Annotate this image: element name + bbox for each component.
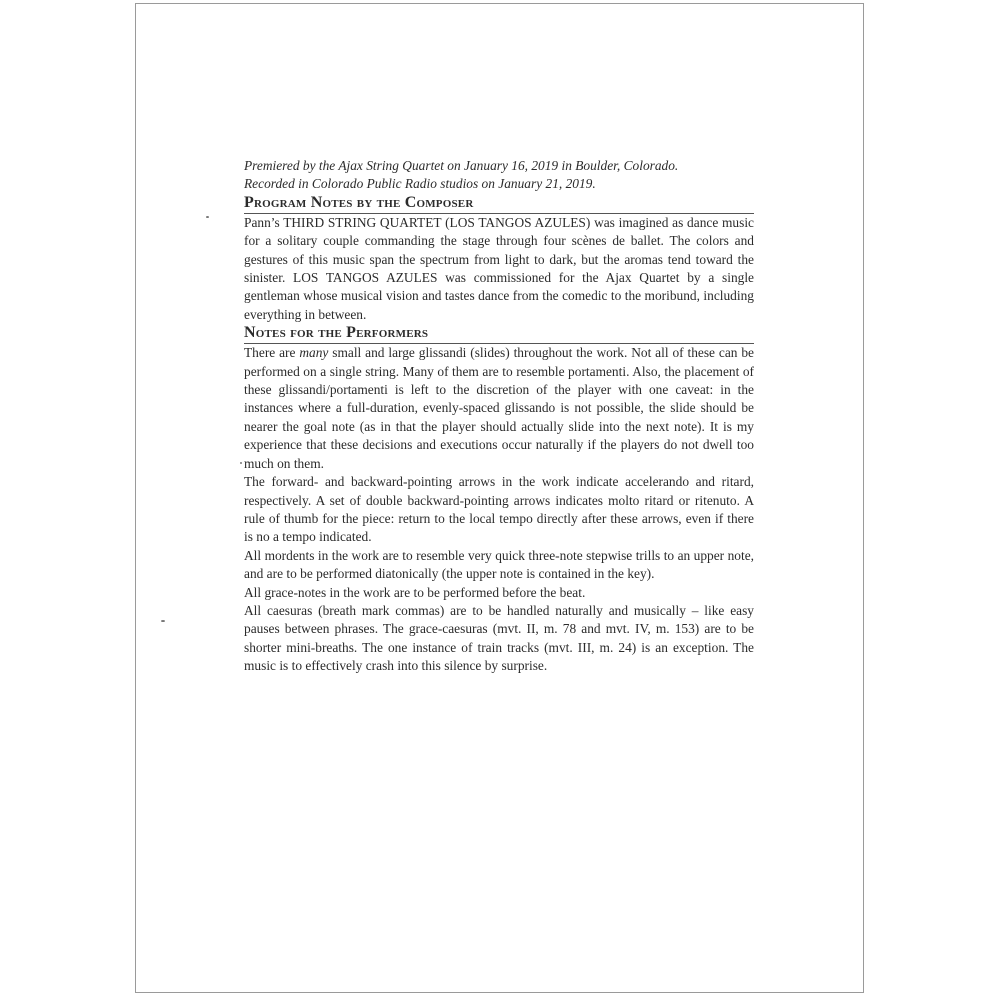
scan-speck <box>161 620 165 622</box>
mordents-paragraph: All mordents in the work are to resemble very quick three-note stepwise trills to an upper note, and are to be performed diatonically (the upper note is contained in the key). <box>244 547 754 582</box>
scan-speck <box>240 462 242 464</box>
emphasis-many: many <box>299 345 329 361</box>
scan-speck <box>206 216 209 218</box>
glissandi-text-rest: small and large glissandi (slides) throughout the work. Not all of these can be performed on a single string. Many of them are to resemble portamenti. Also, the placement of these glissandi/portamenti is left to the discretion of the player with one caveat: in the instances where a full-duration, evenly-spaced glissando is not possible, the slide should be nearer the goal note (as in that the player should actually slide into the next note). It is my experience that these decisions and executions occur naturally if the players do not dwell too much on them. <box>244 345 754 471</box>
document-page <box>135 3 864 993</box>
premiere-line: Premiered by the Ajax String Quartet on January 16, 2019 in Boulder, Colorado. <box>244 158 679 173</box>
program-notes-paragraph: Pann’s THIRD STRING QUARTET (LOS TANGOS AZULES) was imagined as dance music for a solitary couple commanding the stage through four scènes de ballet. The colors and gestures of this music span the spectrum from light to dark, but the aromas tend toward the sinister. LOS TANGOS AZULES was commissioned for the Ajax Quartet by a single gentleman whose musical vision and tastes dance from the comedic to the moribund, including everything in between. <box>244 214 754 322</box>
program-notes-heading: Program Notes by the Composer <box>244 194 754 214</box>
arrows-paragraph: The forward- and backward-pointing arrows in the work indicate accelerando and ritard, respectively. A set of double backward-pointing arrows indicates molto ritard or ritenuto. A rule of thumb for the piece: return to the local tempo directly after these arrows, even if there is no a tempo indicated. <box>244 474 754 545</box>
glissandi-paragraph <box>244 344 754 473</box>
grace-notes-paragraph: All grace-notes in the work are to be performed before the beat. <box>244 584 586 600</box>
caesuras-paragraph: All caesuras (breath mark commas) are to be handled naturally and musically – like easy pauses between phrases. The grace-caesuras (mvt. II, m. 78 and mvt. IV, m. 153) are to be shorter mini-breaths. The one instance of train tracks (mvt. III, m. 24) is an exception. The music is to effectively crash into this silence by surprise. <box>244 602 754 674</box>
performer-notes-heading: Notes for the Performers <box>244 324 754 344</box>
glissandi-text-start: There are <box>244 345 300 361</box>
recording-line: Recorded in Colorado Public Radio studios on January 21, 2019. <box>244 176 596 192</box>
page-content <box>244 157 754 676</box>
premiere-note <box>244 157 754 194</box>
